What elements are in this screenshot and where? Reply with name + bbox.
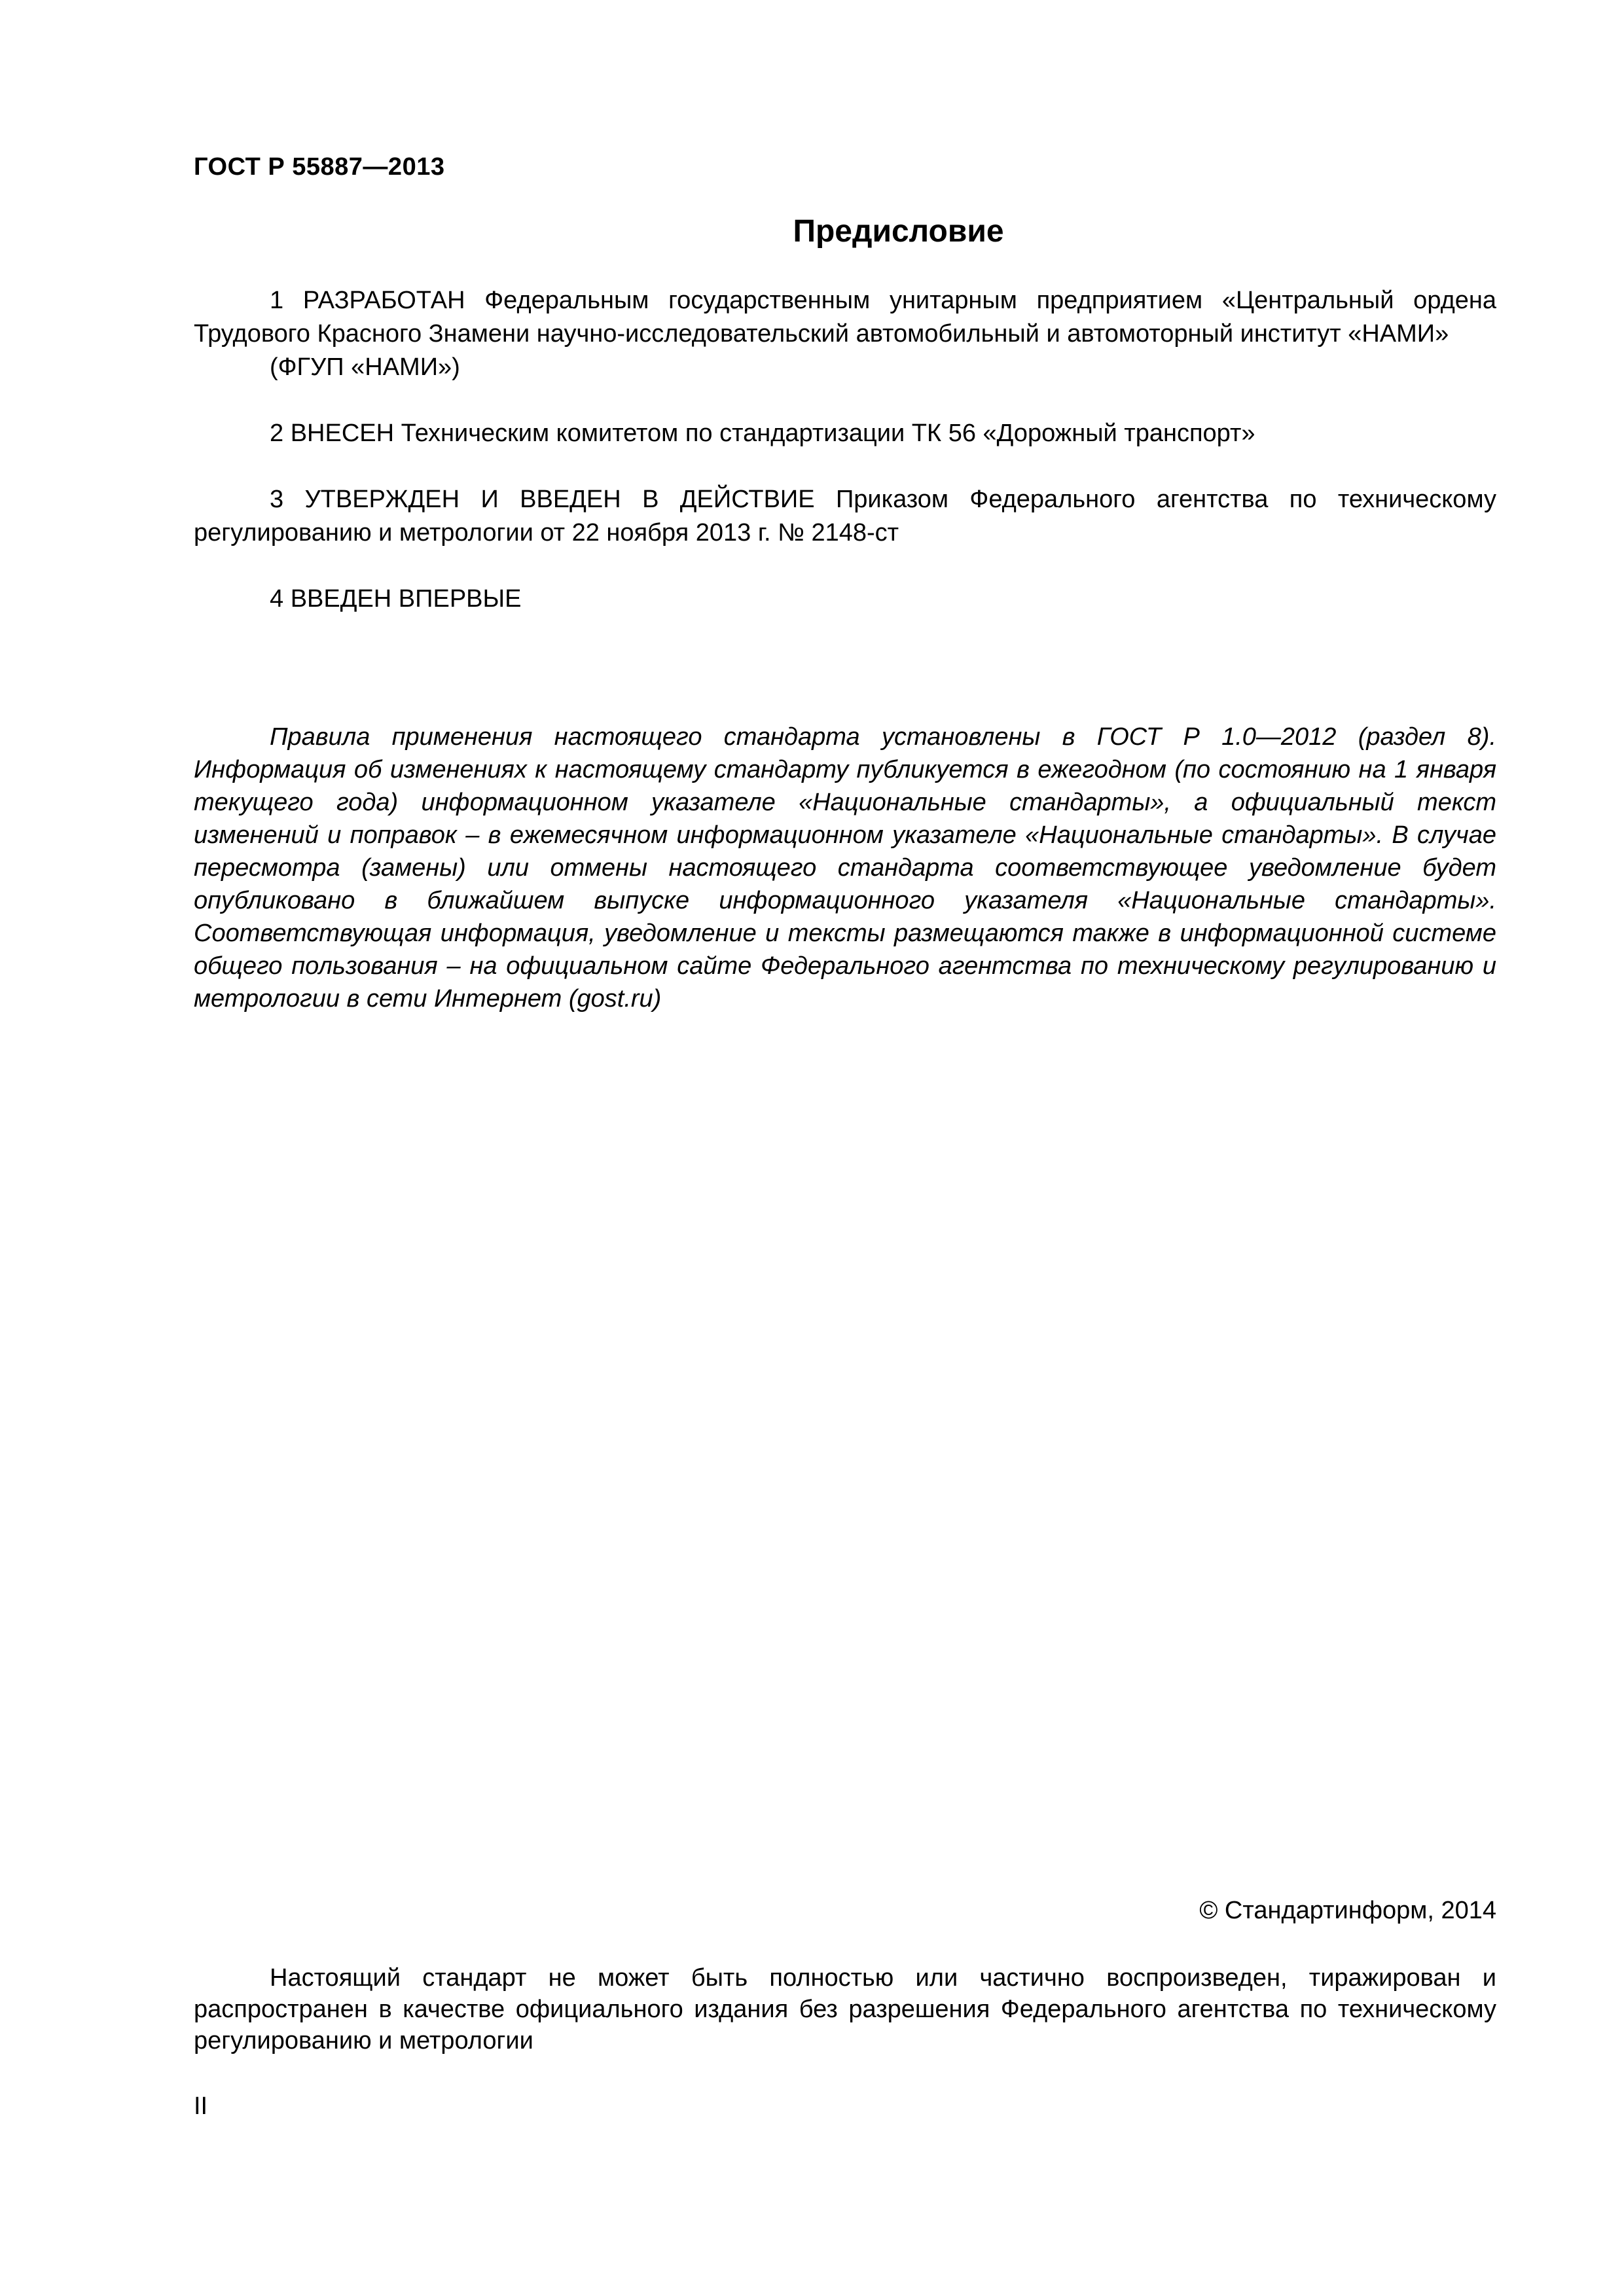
item-developed-abbrev: (ФГУП «НАМИ»)	[270, 353, 460, 381]
rules-note-text: Правила применения настоящего стандарта установлены в ГОСТ Р 1.0—2012 (раздел 8). Информация об изменениях к настоящему стандарту публикуется в ежегодном (по состоянию на 1 января текущего года) информационном указателе «Национальные стандарты», а официальный текст изменений и поправок – в ежемесячном информационном указателе «Национальные стандарты». В случае пересмотра (замены) или отмены настоящего стандарта соответствующее уведомление будет опубликовано в ближайшем выпуске информационного указателя «Национальные стандарты». Соответствующая информация, уведомление и тексты размещаются также в информационной системе общего пользования – на официальном сайте Федерального агентства по техническому регулированию и метрологии в сети Интернет (gost.ru)	[194, 723, 1496, 1013]
reproduction-notice	[194, 1962, 1496, 2056]
copyright-line: © Стандартинформ, 2014	[1199, 1897, 1496, 1924]
page-number: II	[194, 2092, 208, 2120]
foreword-items	[194, 284, 1496, 616]
rules-note	[194, 721, 1496, 1015]
reproduction-notice-text: Настоящий стандарт не может быть полностью или частично воспроизведен, тиражирован и распространен в качестве официального издания без разрешения Федерального агентства по техническому регулированию и метрологии	[194, 1964, 1496, 2054]
item-developed: 1 РАЗРАБОТАН Федеральным государственным унитарным предприятием «Центральный ордена Трудового Красного Знамени научно-исследовательский автомобильный и автомоторный институт «НАМИ»	[194, 287, 1496, 348]
section-title	[0, 213, 1624, 249]
section-title-text: Предисловие	[793, 214, 1004, 249]
item-introduced: 4 ВВЕДЕН ВПЕРВЫЕ	[270, 585, 522, 613]
item-approved: 3 УТВЕРЖДЕН И ВВЕДЕН В ДЕЙСТВИЕ Приказом Федерального агентства по техническому регулированию и метрологии от 22 ноября 2013 г. № 2148-ст	[194, 486, 1496, 547]
document-id-header: ГОСТ Р 55887—2013	[194, 153, 445, 181]
item-submitted: 2 ВНЕСЕН Техническим комитетом по стандартизации ТК 56 «Дорожный транспорт»	[270, 420, 1255, 447]
